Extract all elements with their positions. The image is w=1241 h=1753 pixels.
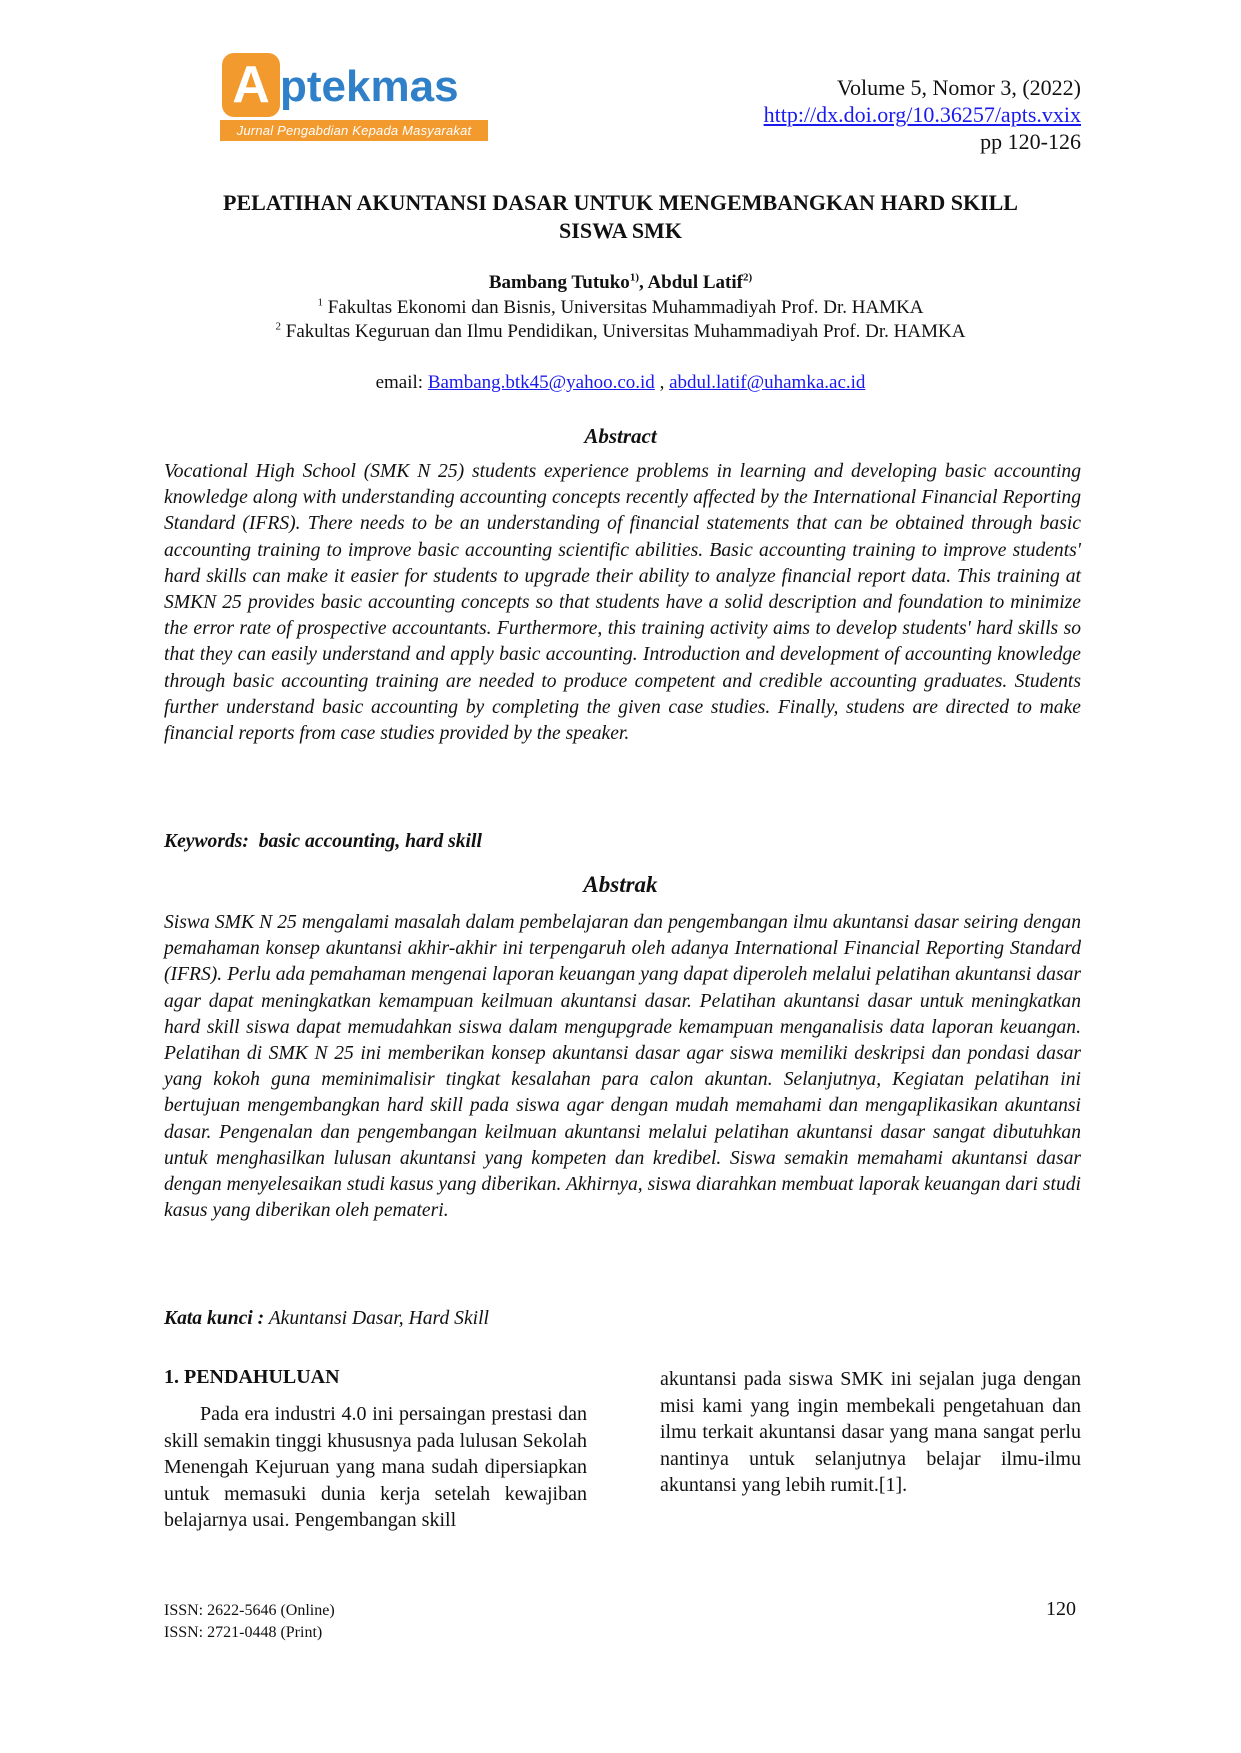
email-separator: , [654, 372, 670, 393]
kata-kunci-label: Kata kunci : [164, 1308, 265, 1329]
keywords-line [164, 831, 482, 853]
journal-header [764, 74, 1081, 155]
logo-wordmark [222, 53, 472, 117]
title-line-1: PELATIHAN AKUNTANSI DASAR UNTUK MENGEMBANGKAN HARD SKILL [223, 190, 1018, 215]
kata-kunci-value: Akuntansi Dasar, Hard Skill [268, 1308, 489, 1329]
title-line-2: SISWA SMK [559, 218, 682, 243]
volume-info: Volume 5, Nomor 3, (2022) [836, 75, 1081, 100]
doi-link[interactable]: http://dx.doi.org/10.36257/apts.vxix [763, 102, 1081, 127]
abstrak-body: Siswa SMK N 25 mengalami masalah dalam pembelajaran dan pengembangan ilmu akuntansi dasar seiring dengan pemahaman konsep akuntansi akhir-akhir ini terpengaruh oleh adanya International Financial Reporting Standard (IFRS). Perlu ada pemahaman mengenai laporan keuangan yang dapat diperoleh melalui pelatihan akuntansi dasar agar dapat meningkatkan kemampuan keilmuan akuntansi dasar. Pelatihan akuntansi dasar untuk meningkatkan hard skill siswa dapat memudahkan siswa dalam mengupgrade kemampuan menganalisis data laporan keuangan. Pelatihan di SMK N 25 ini memberikan konsep akuntansi dasar agar siswa memiliki deskripsi dan pondasi dasar yang kokoh guna meminimalisir tingkat kesalahan para calon akuntan. Selanjutnya, Kegiatan pelatihan ini bertujuan mengembangkan hard skill pada siswa agar dengan mudah memahami dan mengaplikasikan akuntansi dasar. Pengenalan dan pengembangan keilmuan akuntansi melalui pelatihan akuntansi dasar sangat dibutuhkan untuk menghasilkan lulusan akuntansi yang kompeten dan kredibel. Siswa semakin memahami akuntansi dasar dengan menyelesaikan studi kasus yang diberikan. Akhirnya, siswa diarahkan membuat laporak keuangan dari studi kasus yang diberikan oleh pemateri. [164, 912, 1081, 1222]
author-list [160, 272, 1081, 294]
logo-letter: A [222, 53, 280, 117]
affiliation-1 [160, 296, 1081, 320]
footer-issn [164, 1600, 335, 1644]
body-column-right [660, 1366, 1081, 1499]
body-column-left [164, 1366, 587, 1534]
issn-online: ISSN: 2622-5646 (Online) [164, 1602, 335, 1619]
section-heading: 1. PENDAHULUAN [164, 1366, 340, 1388]
affiliation-2-sup: 2 [275, 320, 282, 333]
kata-kunci-line [164, 1308, 489, 1330]
keywords-value: basic accounting, hard skill [258, 831, 482, 852]
email-label: email: [375, 372, 428, 393]
email-line [160, 372, 1081, 394]
section-paragraph-2: akuntansi pada siswa SMK ini sejalan juga dengan misi kami yang ingin membekali pengetahuan dan ilmu terkait akuntansi dasar yang mana sangat perlu nantinya untuk selanjutnya belajar ilmu-ilmu akuntansi yang lebih rumit.[1]. [660, 1368, 1081, 1496]
logo-tagline: Jurnal Pengabdian Kepada Masyarakat [220, 120, 488, 141]
paper-title [160, 189, 1081, 245]
email-link-2[interactable]: abdul.latif@uhamka.ac.id [669, 372, 866, 393]
journal-logo [222, 53, 486, 145]
author-1-sup: 1) [629, 271, 639, 284]
issn-print: ISSN: 2721-0448 (Print) [164, 1624, 323, 1641]
author-2-sup: 2) [743, 271, 753, 284]
abstract-body: Vocational High School (SMK N 25) students experience problems in learning and developing basic accounting knowledge along with understanding accounting concepts recently affected by the International Financial Reporting Standard (IFRS). There needs to be an understanding of financial statements that can be obtained through basic accounting training to improve basic accounting scientific abilities. Basic accounting training to improve students' hard skills can make it easier for students to upgrade their ability to analyze financial report data. This training at SMKN 25 provides basic accounting concepts so that students have a solid description and foundation to minimize the error rate of prospective accountants. Furthermore, this training activity aims to develop students' hard skills so that they can easily understand and apply basic accounting. Introduction and development of accounting knowledge through basic accounting training are needed to produce competent and credible accounting graduates. Students further understand basic accounting by completing the given case studies. Finally, studens are directed to make financial reports from case studies provided by the speaker. [164, 461, 1081, 745]
affiliation-2-text: Fakultas Keguruan dan Ilmu Pendidikan, Universitas Muhammadiyah Prof. Dr. HAMKA [285, 321, 966, 342]
email-link-1[interactable]: Bambang.btk45@yahoo.co.id [427, 372, 655, 393]
affiliation-1-sup: 1 [317, 296, 323, 309]
affiliation-1-text: Fakultas Ekonomi dan Bisnis, Universitas Muhammadiyah Prof. Dr. HAMKA [327, 297, 924, 318]
logo-name: ptekmas [280, 62, 459, 111]
section-paragraph-1: Pada era industri 4.0 ini persaingan prestasi dan skill semakin tinggi khususnya pada lulusan Sekolah Menengah Kejuruan yang mana sudah dipersiapkan untuk memasuki dunia kerja setelah kewajiban belajarnya usai. Pengembangan skill [164, 1403, 587, 1531]
author-2: Abdul Latif [647, 272, 743, 293]
page-range: pp 120-126 [980, 129, 1081, 154]
abstract-heading: Abstract [584, 424, 657, 448]
affiliation-2 [160, 320, 1081, 344]
keywords-label: Keywords: [164, 831, 249, 852]
page-number: 120 [1046, 1598, 1076, 1620]
author-separator: , [638, 272, 648, 293]
abstrak-heading: Abstrak [583, 872, 658, 897]
author-1: Bambang Tutuko [488, 272, 630, 293]
